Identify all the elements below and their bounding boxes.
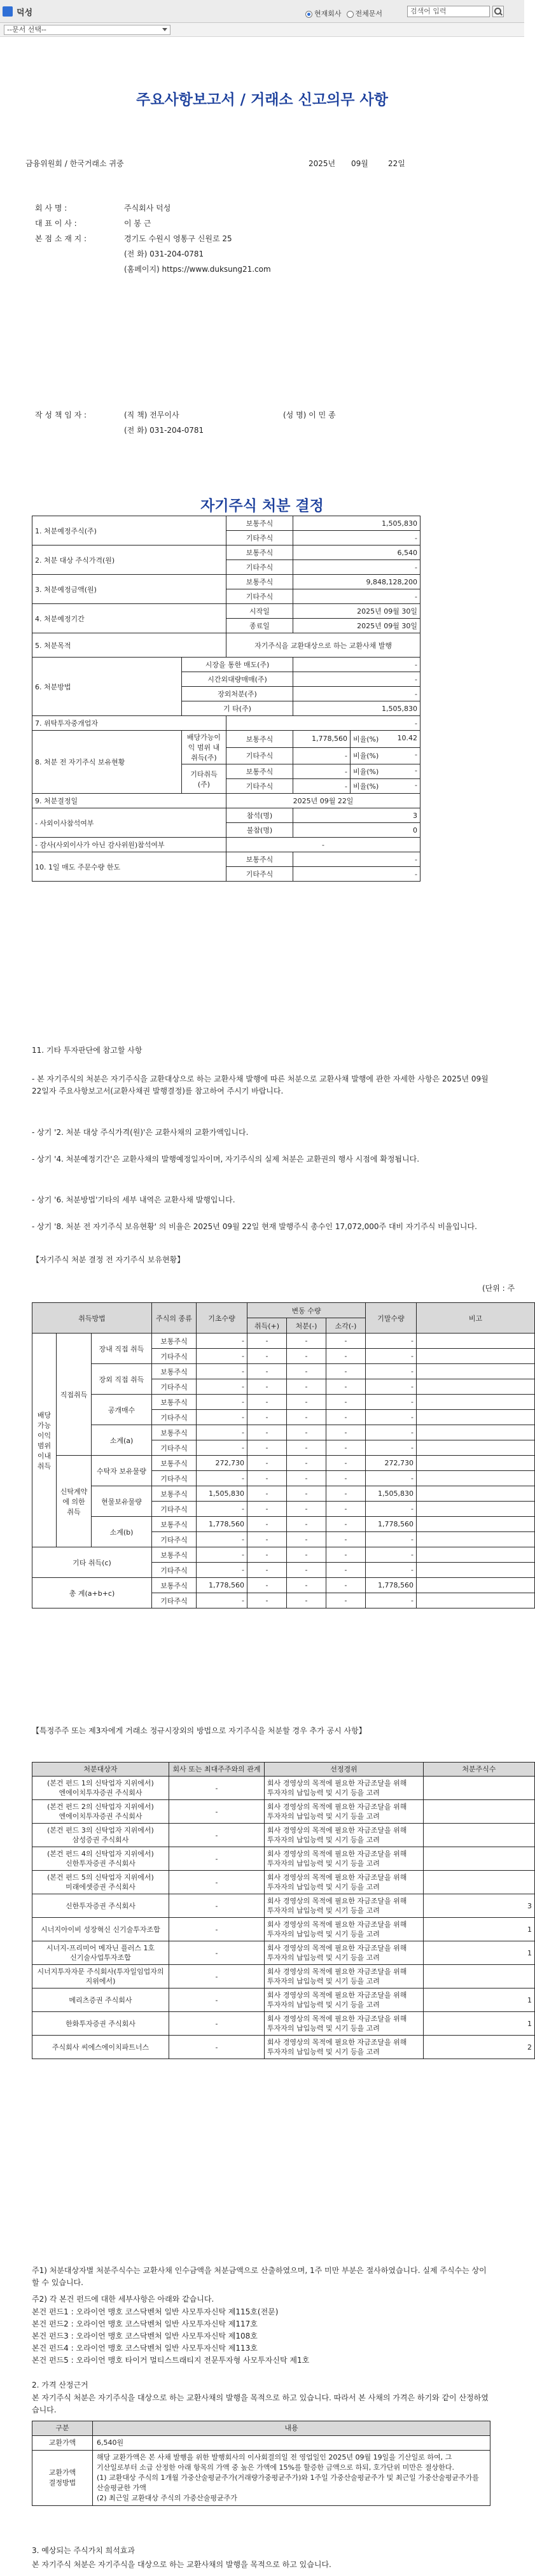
table-row: (본건 펀드 4의 신탁업자 지위에서) 신한투자증권 주식회사 - 회사 경영상의 목적에 필요한 자금조달을 위해 투자자의 납입능력 및 시기 등을 고려 <box>32 1847 535 1871</box>
table-row: 장외처분(주) - <box>32 687 420 701</box>
table-row: 기타주식 - - - - - <box>32 1440 535 1456</box>
company-phone: (전 화) 031-204-0781 <box>124 250 204 258</box>
holding-heading: 【자기주식 처분 결정 전 자기주식 보유현황】 <box>32 1255 185 1264</box>
table-header-row: 처분대상자 회사 또는 최대주주와의 관계 선정경위 처분주식수 <box>32 1763 535 1777</box>
table-row: 7. 위탁투자중개업자 - <box>32 716 420 731</box>
ceo-label: 대 표 이 사 : <box>35 219 77 228</box>
table-header-row: 구분 내용 <box>32 2421 490 2436</box>
table-row: 소계(a) 보통주식 - - - - - <box>32 1425 535 1440</box>
radio-current-company[interactable]: 현재회사 <box>305 8 342 18</box>
table-row: 기타주식 - <box>32 531 420 545</box>
unit-label: (단위 : 주 <box>482 1284 515 1293</box>
table-row: 기타주식 - 비율(%) - <box>32 779 420 794</box>
table-row: 불참(명) 0 <box>32 823 420 838</box>
table-row: (본건 펀드 2의 신탁업자 지위에서) 엔에이치투자증권 주식회사 - 회사 경영상의 목적에 필요한 자금조달을 위해 투자자의 납입능력 및 시기 등을 고려 <box>32 1800 535 1824</box>
document-select[interactable] <box>4 25 170 35</box>
company-logo-icon <box>3 6 13 17</box>
table-row: (본건 펀드 5의 신탁업자 지위에서) 미래에셋증권 주식회사 - 회사 경영상의 목적에 필요한 자금조달을 위해 투자자의 납입능력 및 시기 등을 고려 <box>32 1871 535 1894</box>
radio-all-docs[interactable]: 전체문서 <box>347 8 383 18</box>
table-row: 시간외대량매매(주) - <box>32 672 420 687</box>
contact-name: (성 명) 이 민 종 <box>283 411 336 419</box>
table-row: 9. 처분결정일 2025년 09월 22일 <box>32 794 420 808</box>
table-row: 신탁계약에 의한 취득 수탁자 보유물량 보통주식 272,730 - - - 272,730 <box>32 1456 535 1471</box>
table-row: 8. 처분 전 자기주식 보유현황 배당가능이익 범위 내 취득(주) 보통주식 1,778,560 비율(%) 10.42 <box>32 731 420 748</box>
document-select-value: --문서 선택-- <box>7 25 46 34</box>
company-name: 주식회사 덕성 <box>124 204 171 213</box>
fund-item: 본건 펀드5 : 오라이언 맹호 타이거 멀티스트래티지 전문투자형 사모투자신탁 제1호 <box>32 2356 310 2365</box>
table-row: 공개매수 보통주식 - - - - - <box>32 1395 535 1410</box>
search-scope <box>305 8 382 18</box>
table-row: 기타주식 - - - - - <box>32 1563 535 1578</box>
contact-phone: (전 화) 031-204-0781 <box>124 426 204 435</box>
table-row: 교환가액 6,540원 <box>32 2436 490 2451</box>
dilution-text: 본 자기주식 처분은 자기주식을 대상으로 하는 교환사채의 발행을 목적으로 하고 있습니다. <box>32 2560 331 2569</box>
company-name-label: 회 사 명 : <box>35 204 67 213</box>
note-paragraph: - 본 자기주식의 처분은 자기주식을 교환대상으로 하는 교환사채 발행에 따른 처분으로 교환사채 발행에 관한 자세한 사항은 2025년 09월 22일자 주요사항보고서(교환사채권 발행결정)를 참고하여 주시기 바랍니다. <box>32 1074 489 1095</box>
decision-table <box>32 516 420 882</box>
table-row: 기타주식 - - - - - <box>32 1532 535 1547</box>
table-header-row: 취득(+) 처분(-) 소각(-) <box>32 1318 535 1334</box>
table-row: 기타주식 - - - - - <box>32 1410 535 1425</box>
price-text: 본 자기주식 처분은 자기주식을 대상으로 하는 교환사채의 발행을 목적으로 하고 있습니다. 따라서 본 사채의 가격은 하기와 같이 산정하였습니다. <box>32 2393 489 2414</box>
report-date-year: 2025년 <box>309 159 336 168</box>
table-row: 총 계(a+b+c) 보통주식 1,778,560 - - - 1,778,560 <box>32 1578 535 1593</box>
table-row: 10. 1일 매도 주문수량 한도 보통주식 - <box>32 852 420 867</box>
brand[interactable] <box>3 4 32 19</box>
recipient: 금융위원회 / 한국거래소 귀중 <box>25 159 124 168</box>
note-paragraph: - 상기 '2. 처분 대상 주식가격(원)'은 교환사채의 교환가액입니다. <box>32 1128 249 1137</box>
contact-title: (직 책) 전무이사 <box>124 411 179 419</box>
fund-item: 본건 펀드2 : 오라이언 맹호 코스닥벤처 일반 사모투자신탁 제117호 <box>32 2319 258 2328</box>
address-label: 본 점 소 재 지 : <box>35 234 87 243</box>
table-row: 기타주식 - - - - - <box>32 1593 535 1608</box>
table-row: 종료일 2025년 09월 30일 <box>32 619 420 633</box>
contact-label: 작 성 책 임 자 : <box>35 411 87 419</box>
dilution-heading: 3. 예상되는 주식가치 희석효과 <box>32 2546 135 2555</box>
radio-on-icon <box>305 11 312 18</box>
table-row: 기타주식 - <box>32 867 420 882</box>
search-input[interactable]: 검색어 입력 <box>407 6 490 17</box>
note-paragraph: - 상기 '8. 처분 전 자기주식 보유현황' 의 비율은 2025년 09월 22일 현재 발행주식 총수인 17,072,000주 대비 자기주식 비율입니다. <box>32 1222 477 1231</box>
report-date-month: 09월 <box>351 159 368 168</box>
note-paragraph: - 상기 '4. 처분예정기간'은 교환사채의 발행예정일자이며, 자기주식의 실제 처분은 교환권의 행사 시점에 확정됩니다. <box>32 1155 420 1164</box>
table-row: 5. 처분목적 자기주식을 교환대상으로 하는 교환사채 발행 <box>32 633 420 658</box>
price-heading: 2. 가격 산정근거 <box>32 2381 88 2389</box>
table-row: 현물보유물량 보통주식 1,505,830 - - - 1,505,830 <box>32 1486 535 1502</box>
document-body <box>0 37 532 2576</box>
table-row: 3. 처분예정금액(원) 보통주식 9,848,128,200 <box>32 575 420 589</box>
table-row: 기타주식 - - - - - <box>32 1379 535 1395</box>
counterparty-note: 주2) 각 본건 펀드에 대한 세부사항은 아래와 같습니다. <box>32 2295 214 2304</box>
table-row: 1. 처분예정주식(주) 보통주식 1,505,830 <box>32 516 420 531</box>
holding-table <box>32 1302 535 1608</box>
table-row: - 감사(사외이사가 아닌 감사위원)참석여부 - <box>32 838 420 852</box>
company-address: 경기도 수원시 영통구 신원로 25 <box>124 234 232 243</box>
fund-item: 본건 펀드4 : 오라이언 맹호 코스닥벤처 일반 사모투자신탁 제113호 <box>32 2344 258 2353</box>
report-title: 주요사항보고서 / 거래소 신고의무 사항 <box>136 91 388 108</box>
table-row: 시너지아이비 성장혁신 신기술투자조합 - 회사 경영상의 목적에 필요한 자금조달을 위해 투자자의 납입능력 및 시기 등을 고려 1 <box>32 1918 535 1941</box>
table-row: - 사외이사참석여부 참석(명) 3 <box>32 808 420 823</box>
table-header-row: 취득방법 주식의 종류 기초수량 변동 수량 기말수량 비고 <box>32 1303 535 1318</box>
table-row: 신한투자증권 주식회사 - 회사 경영상의 목적에 필요한 자금조달을 위해 투자자의 납입능력 및 시기 등을 고려 3 <box>32 1894 535 1918</box>
report-date-day: 22일 <box>388 159 405 168</box>
table-row: 소계(b) 보통주식 1,778,560 - - - 1,778,560 <box>32 1517 535 1532</box>
table-row: 시너지-프리미어 메자닌 플러스 1호 신기술사업투자조합 - 회사 경영상의 목적에 필요한 자금조달을 위해 투자자의 납입능력 및 시기 등을 고려 1 <box>32 1941 535 1965</box>
table-row: 6. 처분방법 시장을 통한 매도(주) - <box>32 658 420 672</box>
table-row: 장외 직접 취득 보통주식 - - - - - <box>32 1364 535 1379</box>
fund-item: 본건 펀드1 : 오라이언 맹호 코스닥벤처 일반 사모투자신탁 제115호(전문) <box>32 2307 279 2316</box>
table-row: 기타주식 - <box>32 589 420 604</box>
app-name: 덕성 <box>17 8 33 18</box>
table-row: 기타주식 - 비율(%) - <box>32 747 420 764</box>
search-icon[interactable] <box>492 6 504 17</box>
doc-select-bar <box>0 23 524 37</box>
note-paragraph: - 상기 '6. 처분방법'기타의 세부 내역은 교환사채 발행입니다. <box>32 1195 235 1204</box>
decision-title: 자기주식 처분 결정 <box>200 497 324 514</box>
top-toolbar <box>0 0 524 23</box>
table-row: (본건 펀드 3의 신탁업자 지위에서) 삼성증권 주식회사 - 회사 경영상의 목적에 필요한 자금조달을 위해 투자자의 납입능력 및 시기 등을 고려 <box>32 1824 535 1847</box>
chevron-down-icon <box>162 28 167 31</box>
table-row: 기타주식 - <box>32 560 420 575</box>
company-homepage[interactable]: (홈페이지) https://www.duksung21.com <box>124 265 271 274</box>
table-row: 메리츠증권 주식회사 - 회사 경영상의 목적에 필요한 자금조달을 위해 투자자의 납입능력 및 시기 등을 고려 1 <box>32 1988 535 2012</box>
table-row: (본건 펀드 1의 신탁업자 지위에서) 엔에이치투자증권 주식회사 - 회사 경영상의 목적에 필요한 자금조달을 위해 투자자의 납입능력 및 시기 등을 고려 <box>32 1777 535 1800</box>
table-row: 한화투자증권 주식회사 - 회사 경영상의 목적에 필요한 자금조달을 위해 투자자의 납입능력 및 시기 등을 고려 1 <box>32 2012 535 2036</box>
counterparty-heading: 【특정주주 또는 제3자에게 거래소 정규시장외의 방법으로 자기주식을 처분할 경우 추가 공시 사항】 <box>32 1726 366 1735</box>
table-row: 4. 처분예정기간 시작일 2025년 09월 30일 <box>32 604 420 619</box>
table-row: 기타 취득(c) 보통주식 - - - - - <box>32 1547 535 1563</box>
notes-heading: 11. 기타 투자판단에 참고할 사항 <box>32 1046 142 1055</box>
radio-off-icon <box>347 11 354 18</box>
table-row: 기타주식 - - - - - <box>32 1471 535 1486</box>
table-row: 기타주식 - - - - - <box>32 1349 535 1364</box>
counterparty-table <box>32 1762 535 2059</box>
price-table <box>32 2421 490 2506</box>
ceo-name: 이 봉 근 <box>124 219 151 228</box>
table-row: 기타취득(주) 보통주식 - 비율(%) - <box>32 764 420 779</box>
counterparty-note: 주1) 처분대상자별 처분주식수는 교환사채 인수금액을 처분금액으로 산출하였으며, 1주 미만 부분은 절사하였습니다. 실제 주식수는 상이할 수 있습니다. <box>32 2266 487 2287</box>
table-row: 기 타(주) 1,505,830 <box>32 701 420 716</box>
table-row: 2. 처분 대상 주식가격(원) 보통주식 6,540 <box>32 545 420 560</box>
fund-item: 본건 펀드3 : 오라이언 맹호 코스닥벤처 일반 사모투자신탁 제108호 <box>32 2332 258 2340</box>
table-row: 시너지투자자문 주식회사(투자일임업자의 지위에서) - 회사 경영상의 목적에 필요한 자금조달을 위해 투자자의 납입능력 및 시기 등을 고려 <box>32 1965 535 1988</box>
table-row: 배당가능이익범위이내취득 직접취득 장내 직접 취득 보통주식 - - - - - <box>32 1334 535 1349</box>
table-row: 교환가액 결정방법 해당 교환가액은 본 사채 발행을 위한 발행회사의 이사회결의일 전 영업일인 2025년 09월 19일을 기산일로 하여, 그 기산일로부터 소급 산정한 아래 항목의 가액 중 높은 가액에 15%를 할증한 금액으로 하되, 호가단위 미만은 절상한다. (1) 교환대상 주식의 1개월 가중산술평균주가(거래량가중평균주가)와 1주일 가중산술평균주가 및 최근일 가중산술평균주가를 산술평균한 가액 (2) 최근일 교환대상 주식의 가중산술평균주가 <box>32 2451 490 2506</box>
table-row: 기타주식 - - - - - <box>32 1502 535 1517</box>
table-row: 주식회사 씨에스에이치파트너스 - 회사 경영상의 목적에 필요한 자금조달을 위해 투자자의 납입능력 및 시기 등을 고려 2 <box>32 2036 535 2059</box>
